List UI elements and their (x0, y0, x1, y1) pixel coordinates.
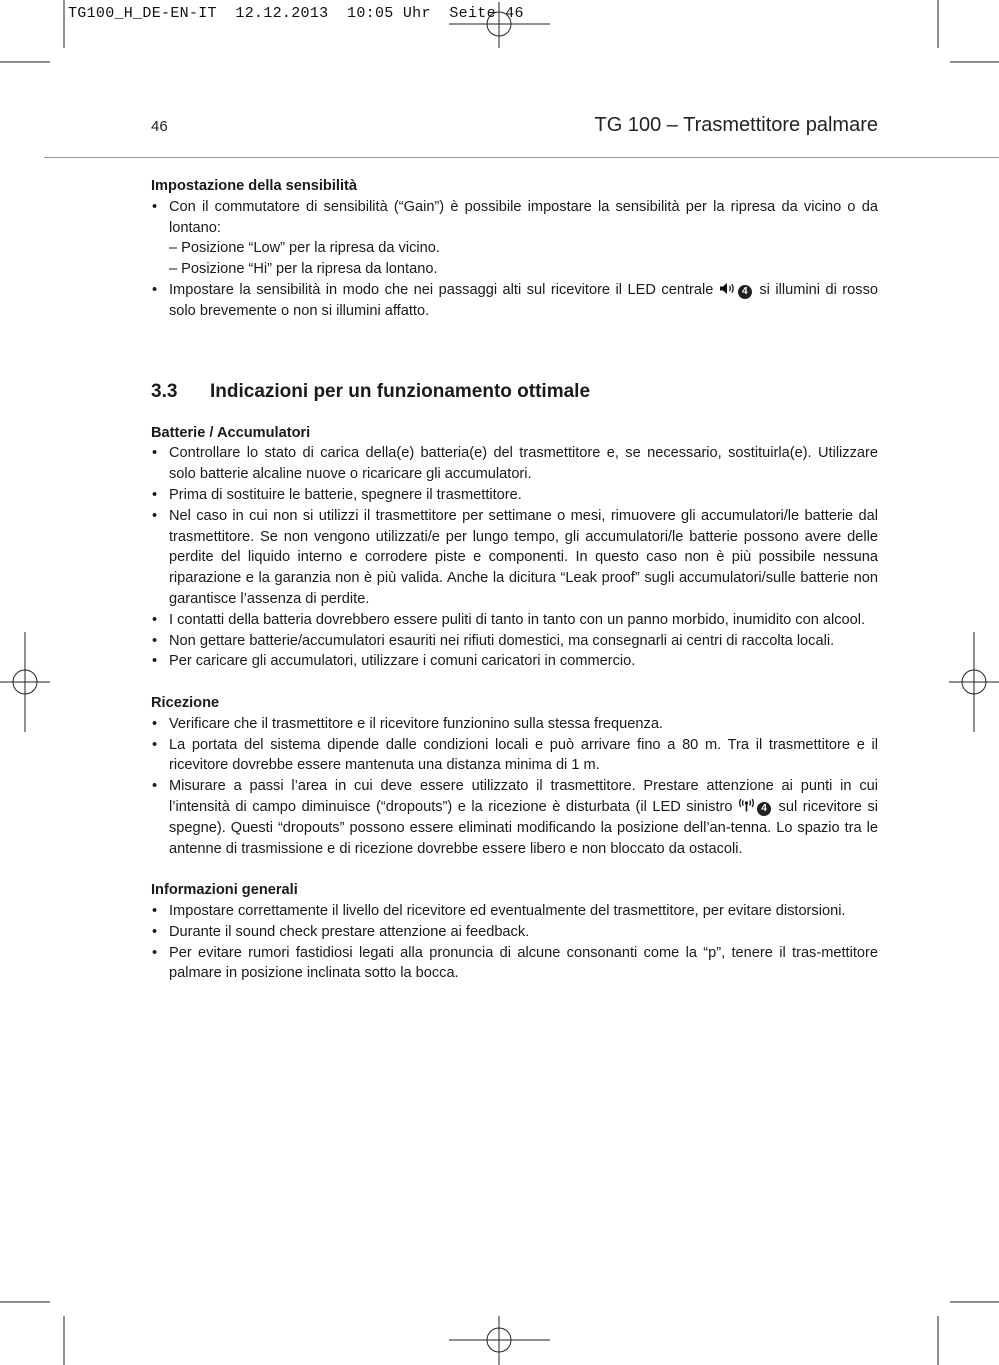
print-slug: TG100_H_DE-EN-IT 12.12.2013 10:05 Uhr Seite 46 (68, 5, 524, 22)
list-item: • La portata del sistema dipende dalle condizioni locali e può arrivare fino a 80 m. Tra il trasmettitore e il ricevitore dovrebbe essere mantenuta una distanza minima di 1 m. (151, 735, 878, 777)
list-item: • Per caricare gli accumulatori, utilizzare i comuni caricatori in commercio. (151, 651, 878, 672)
spacer (151, 859, 878, 880)
header-rule (44, 157, 999, 158)
list-item: • Per evitare rumori fastidiosi legati alla pronuncia di alcune consonanti come la “p”, tenere il tras-mettitore palmare in posizione inclinata sotto la bocca. (151, 943, 878, 985)
page-content (151, 176, 878, 984)
list-item (151, 280, 878, 322)
list-item: • Prima di sostituire le batterie, spegnere il trasmettitore. (151, 485, 878, 506)
subheading-reception: Ricezione (151, 694, 220, 711)
list-item: • Non gettare batterie/accumulatori esauriti nei rifiuti domestici, ma consegnarli ai centri di raccolta locali. (151, 631, 878, 652)
list-item: • Nel caso in cui non si utilizzi il trasmettitore per settimane o mesi, rimuovere gli accumulatori/le batterie dal trasmettitore. Se non vengono utilizzati/e per lungo tempo, gli accumulatori/le batterie possono avere delle perdite del liquido interno e corrodere piste e componenti. In questo caso non è più possibile nessuna riparazione e la garanzia non è più valida. Anche la dicitura “Leak proof” sugli accumulatori/sulle batterie non garantisce l’assenza di perdite. (151, 506, 878, 610)
callout-number: 4 (757, 802, 771, 816)
list-item-text: si illumini di rosso solo brevemente o non si illumini affatto. (169, 281, 878, 319)
page-number: 46 (151, 118, 168, 135)
list-item: • Durante il sound check prestare attenzione ai feedback. (151, 922, 878, 943)
list-item-text: sul ricevitore si spegne). Questi “dropouts” possono essere eliminati modificando la posizione dell’an-tenna. Lo spazio tra le antenne di trasmissione e di ricezione dovrebbe essere libero e non bloccato da ostacoli. (169, 798, 878, 857)
subheading-sensitivity: Impostazione della sensibilità (151, 178, 357, 194)
section-heading (151, 377, 878, 407)
section-number: 3.3 (151, 380, 178, 402)
section-title: Indicazioni per un funzionamento ottimale (210, 380, 591, 402)
list-item-text: Con il commutatore di sensibilità (“Gain”) è possibile impostare la sensibilità per la ripresa da vicino o da lontano: (169, 198, 878, 236)
antenna-icon (738, 799, 755, 812)
speaker-icon (719, 282, 736, 295)
list-item-text: Misurare a passi l’area in cui deve essere utilizzato il trasmettitore. Prestare attenzione ai punti in cui l’intensità di campo diminuisce (“dropouts”) e la ricezione è disturbata (il LED sinistro (169, 778, 878, 815)
list-item: • Verificare che il trasmettitore e il ricevitore funzionino sulla stessa frequenza. (151, 714, 878, 735)
subheading-general: Informazioni generali (151, 882, 298, 899)
list-item (151, 197, 878, 280)
list-item: • I contatti della batteria dovrebbero essere puliti di tanto in tanto con un panno morbido, inumidito con alcool. (151, 610, 878, 631)
list-item-text: Impostare la sensibilità in modo che nei passaggi alti sul ricevitore il LED centrale (169, 281, 714, 298)
running-title: TG 100 – Trasmettitore palmare (594, 114, 878, 136)
callout-number: 4 (738, 285, 752, 299)
reception-list (151, 714, 878, 860)
sensitivity-list (151, 197, 878, 322)
list-item: • Controllare lo stato di carica della(e) batteria(e) del trasmettitore e, se necessario, sostituirla(e). Utilizzare solo batterie alcaline nuove o ricaricare gli accumulatori. (151, 443, 878, 485)
spacer (151, 672, 878, 693)
dash-item-low: – Posizione “Low” per la ripresa da vicino. (169, 240, 440, 257)
list-item: • Impostare correttamente il livello del ricevitore ed eventualmente del trasmettitore, per evitare distorsioni. (151, 901, 878, 922)
subheading-batteries: Batterie / Accumulatori (151, 424, 311, 441)
list-item (151, 776, 878, 859)
general-list (151, 901, 878, 984)
dash-item-hi: – Posizione “Hi” per la ripresa da lontano. (169, 261, 438, 278)
batteries-list (151, 443, 878, 672)
